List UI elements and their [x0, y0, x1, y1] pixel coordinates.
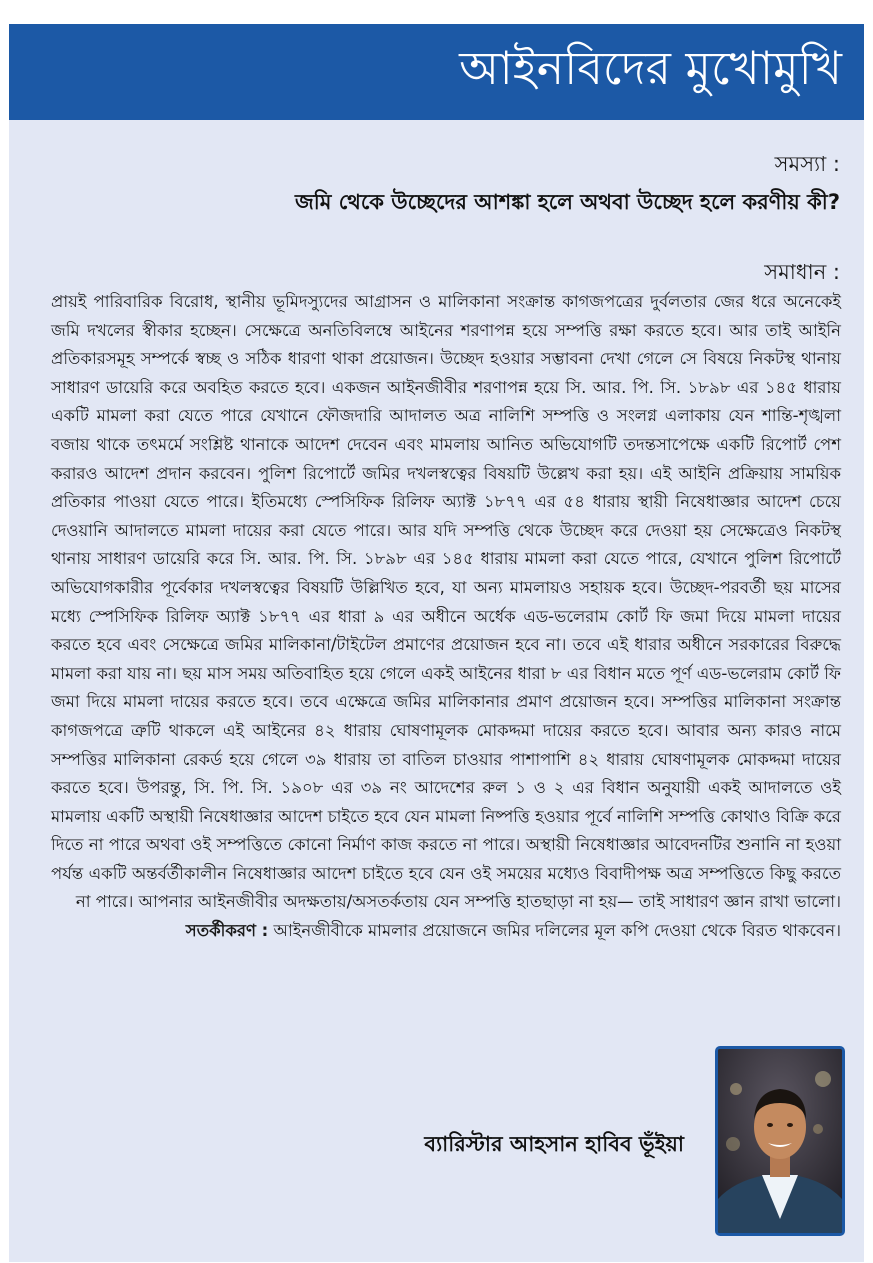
problem-question: জমি থেকে উচ্ছেদের আশঙ্কা হলে অথবা উচ্ছেদ হলে করণীয় কী? — [294, 190, 840, 214]
page-title: আইনবিদের মুখোমুখি — [459, 41, 842, 95]
author-photo — [715, 1046, 845, 1236]
solution-label: সমাধান : — [764, 260, 840, 284]
portrait-image — [718, 1049, 842, 1233]
caution-paragraph — [51, 917, 841, 946]
solution-paragraph: প্রায়ই পারিবারিক বিরোধ, স্থানীয় ভূমিদস্যুদের আগ্রাসন ও মালিকানা সংক্রান্ত কাগজপত্রের দুর্বলতার জের ধরে অনেকেই জমি দখলের স্বীকার হচ্ছেন। সেক্ষেত্রে অনতিবিলম্বে আইনের শরণাপন্ন হয়ে সম্পত্তি রক্ষা করতে হবে। আর তাই আইনি প্রতিকারসমূহ সম্পর্কে স্বচ্ছ ও সঠিক ধারণা থাকা প্রয়োজন। উচ্ছেদ হওয়ার সম্ভাবনা দেখা গেলে সে বিষয়ে নিকটস্থ থানায় সাধারণ ডায়েরি করে অবহিত করতে হবে। একজন আইনজীবীর শরণাপন্ন হয়ে সি. আর. পি. সি. ১৮৯৮ এর ১৪৫ ধারায় একটি মামলা করা যেতে পারে যেখানে ফৌজদারি আদালত অত্র নালিশি সম্পত্তি ও সংলগ্ন এলাকায় যেন শান্তি-শৃঙ্খলা বজায় থাকে তৎমর্মে সংশ্লিষ্ট থানাকে আদেশ দেবেন এবং মামলায় আনিত অভিযোগটি তদন্তসাপেক্ষে একটি রিপোর্ট পেশ করারও আদেশ প্রদান করবেন। পুলিশ রিপোর্টে জমির দখলস্বত্বের বিষয়টি উল্লেখ করা হয়। এই আইনি প্রক্রিয়ায় সাময়িক প্রতিকার পাওয়া যেতে পারে। ইতিমধ্যে স্পেসিফিক রিলিফ অ্যাক্ট ১৮৭৭ এর ৫৪ ধারায় স্থায়ী নিষেধাজ্ঞার আদেশ চেয়ে দেওয়ানি আদালতে মামলা দায়ের করা যেতে পারে। আর যদি সম্পত্তি থেকে উচ্ছেদ করে দেওয়া হয় সেক্ষেত্রেও নিকটস্থ থানায় সাধারণ ডায়েরি করে সি. আর. পি. সি. ১৮৯৮ এর ১৪৫ ধারায় মামলা করা যেতে পারে, যেখানে পুলিশ রিপোর্টে অভিযোগকারীর পূর্বেকার দখলস্বত্বের বিষয়টি উল্লিখিত হবে, যা অন্য মামলায়ও সহায়ক হবে। উচ্ছেদ-পরবর্তী ছয় মাসের মধ্যে স্পেসিফিক রিলিফ অ্যাক্ট ১৮৭৭ এর ধারা ৯ এর অধীনে অর্ধেক এড-ভলেরাম কোর্ট ফি জমা দিয়ে মামলা দায়ের করতে হবে এবং সেক্ষেত্রে জমির মালিকানা/টাইটেল প্রমাণের প্রয়োজন হবে না। তবে এই ধারার অধীনে সরকারের বিরুদ্ধে মামলা করা যায় না। ছয় মাস সময় অতিবাহিত হয়ে গেলে একই আইনের ধারা ৮ এর বিধান মতে পূর্ণ এড-ভলেরাম কোর্ট ফি জমা দিয়ে মামলা দায়ের করতে হবে। তবে এক্ষেত্রে জমির মালিকানার প্রমাণ প্রয়োজন হবে। সম্পত্তির মালিকানা সংক্রান্ত কাগজপত্রে ত্রুটি থাকলে এই আইনের ৪২ ধারায় ঘোষণামূলক মোকদ্দমা দায়ের করতে হবে। আবার অন্য কারও নামে সম্পত্তির মালিকানা রেকর্ড হয়ে গেলে ৩৯ ধারায় তা বাতিল চাওয়ার পাশাপাশি ৪২ ধারায় ঘোষণামূলক মোকদ্দমা দায়ের করতে হবে। উপরন্তু, সি. পি. সি. ১৯০৮ এর ৩৯ নং আদেশের রুল ১ ও ২ এর বিধান অনুযায়ী একই আদালতে ওই মামলায় একটি অস্থায়ী নিষেধাজ্ঞার আদেশ চাইতে হবে যেন মামলা নিষ্পত্তি হওয়ার পূর্বে নালিশি সম্পত্তি কোথাও বিক্রি করে দিতে না পারে অথবা ওই সম্পত্তিতে কোনো নির্মাণ কাজ করতে না পারে। অস্থায়ী নিষেধাজ্ঞার আবেদনটির শুনানি না হওয়া পর্যন্ত একটি অন্তর্বর্তীকালীন নিষেধাজ্ঞার আদেশ চাইতে হবে যেন ওই সময়ের মধ্যেও বিবাদীপক্ষ অত্র সম্পত্তিতে কিছু করতে না পারে। আপনার আইনজীবীর অদক্ষতায়/অসতর্কতায় যেন সম্পত্তি হাতছাড়া না হয়— তাই সাধারণ জ্ঞান রাখা ভালো। — [51, 292, 841, 912]
caution-text: আইনজীবীকে মামলার প্রয়োজনে জমির দলিলের মূল কপি দেওয়া থেকে বিরত থাকবেন। — [268, 921, 841, 941]
caution-label: সতর্কীকরণ : — [185, 921, 269, 941]
solution-body — [51, 288, 841, 946]
problem-label: সমস্যা : — [774, 152, 840, 176]
header-banner — [9, 24, 864, 120]
author-name: ব্যারিস্টার আহসান হাবিব ভূঁইয়া — [424, 1132, 684, 1156]
article-card — [9, 24, 864, 1262]
